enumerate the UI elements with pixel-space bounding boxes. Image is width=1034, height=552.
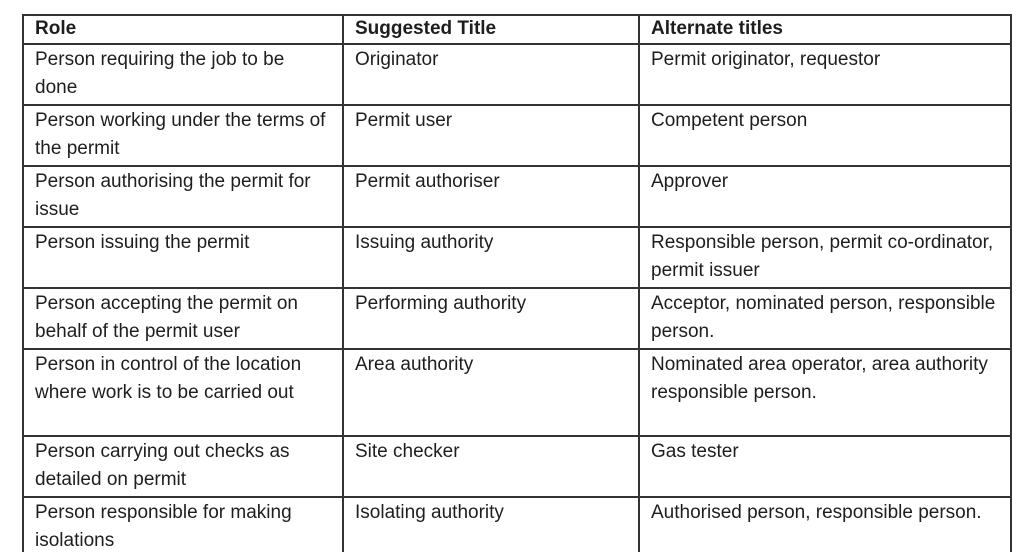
cell-suggested-title: Site checker [343, 436, 639, 497]
column-header-suggested-title: Suggested Title [343, 15, 639, 44]
cell-role: Person requiring the job to be done [23, 44, 343, 105]
cell-suggested-title: Issuing authority [343, 227, 639, 288]
cell-suggested-title: Permit authoriser [343, 166, 639, 227]
roles-table [22, 14, 1012, 552]
cell-suggested-title: Isolating authority [343, 497, 639, 552]
cell-role: Person carrying out checks as detailed on permit [23, 436, 343, 497]
cell-role: Person working under the terms of the permit [23, 105, 343, 166]
header-row [23, 15, 1011, 44]
table-row [23, 227, 1011, 288]
cell-alternate-titles: Gas tester [639, 436, 1011, 497]
table-row [23, 44, 1011, 105]
cell-alternate-titles: Responsible person, permit co-ordinator, permit issuer [639, 227, 1011, 288]
table-row [23, 166, 1011, 227]
cell-alternate-titles: Competent person [639, 105, 1011, 166]
table-row [23, 105, 1011, 166]
table-row [23, 349, 1011, 436]
cell-alternate-titles: Acceptor, nominated person, responsible person. [639, 288, 1011, 349]
cell-alternate-titles: Permit originator, requestor [639, 44, 1011, 105]
cell-suggested-title: Originator [343, 44, 639, 105]
cell-role: Person authorising the permit for issue [23, 166, 343, 227]
cell-alternate-titles: Approver [639, 166, 1011, 227]
table-row [23, 288, 1011, 349]
cell-role: Person issuing the permit [23, 227, 343, 288]
cell-suggested-title: Permit user [343, 105, 639, 166]
cell-suggested-title: Area authority [343, 349, 639, 436]
column-header-alternate-titles: Alternate titles [639, 15, 1011, 44]
table-row [23, 497, 1011, 552]
cell-role: Person in control of the location where work is to be carried out [23, 349, 343, 436]
cell-role: Person responsible for making isolations [23, 497, 343, 552]
cell-role: Person accepting the permit on behalf of the permit user [23, 288, 343, 349]
table-row [23, 436, 1011, 497]
column-header-role: Role [23, 15, 343, 44]
cell-alternate-titles: Authorised person, responsible person. [639, 497, 1011, 552]
cell-alternate-titles: Nominated area operator, area authority responsible person. [639, 349, 1011, 436]
cell-suggested-title: Performing authority [343, 288, 639, 349]
